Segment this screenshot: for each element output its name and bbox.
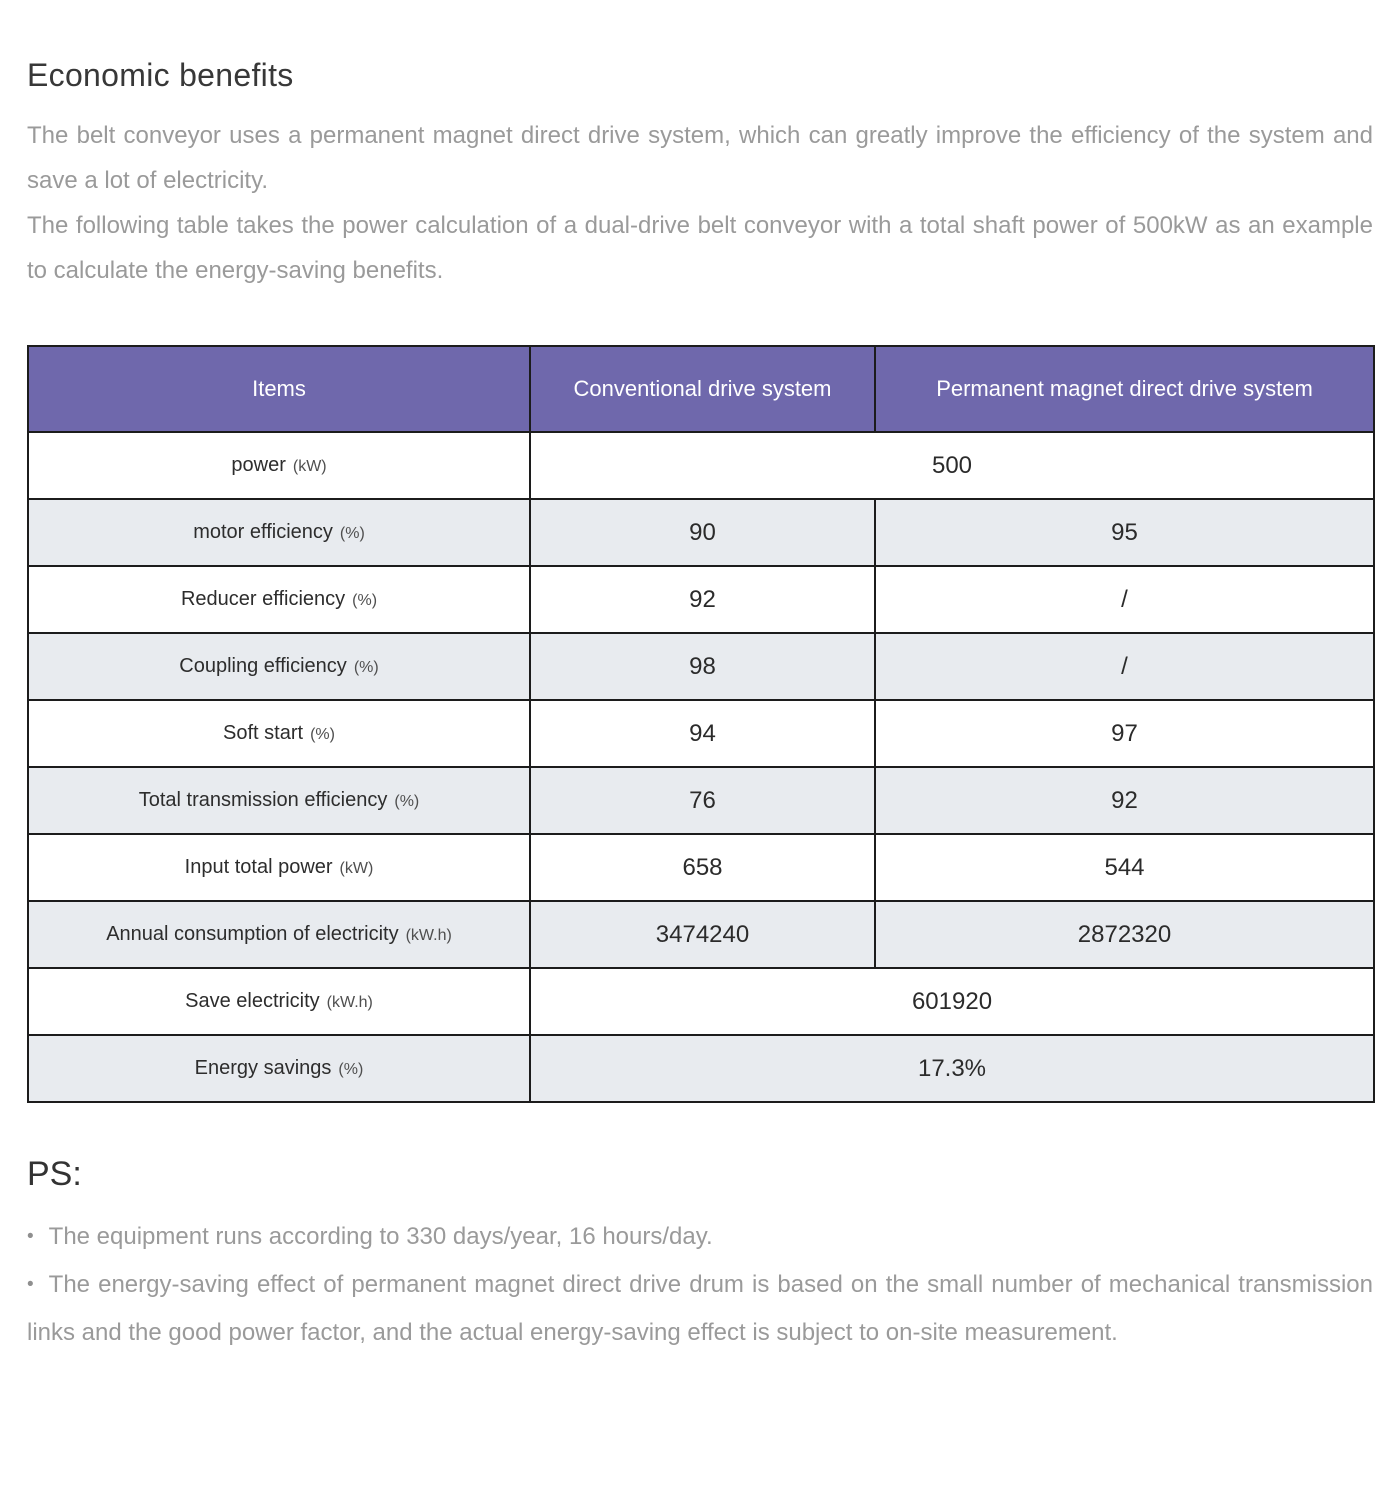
row-value-conventional: 98 [530,633,875,700]
row-label-cell [28,1035,530,1102]
row-value-pm: 544 [875,834,1374,901]
row-value-conventional: 3474240 [530,901,875,968]
row-value-conventional: 90 [530,499,875,566]
row-label: Soft start [223,722,304,744]
list-item [27,1214,1373,1262]
column-header-items: Items [28,346,530,432]
row-label: Total transmission efficiency [138,789,388,811]
ps-notes [27,1214,1373,1356]
bullet-icon: • [27,1274,34,1295]
row-value-pm: 95 [875,499,1374,566]
table-row-reducer-efficiency [28,566,1374,633]
row-unit: (kW.h) [326,994,373,1011]
column-header-conventional: Conventional drive system [530,346,875,432]
table-header-row [28,346,1374,432]
row-label: Save electricity [185,990,320,1012]
row-value-pm: 92 [875,767,1374,834]
row-label-cell [28,834,530,901]
row-unit: (%) [353,659,379,676]
row-merged-value: 17.3% [530,1035,1374,1102]
row-unit: (kW) [292,458,327,475]
row-label-cell [28,901,530,968]
ps-note-text-1: The equipment runs according to 330 days/year, 16 hours/day. [48,1223,713,1250]
column-header-pm-direct-drive: Permanent magnet direct drive system [875,346,1374,432]
row-value-pm: 97 [875,700,1374,767]
table-row-motor-efficiency [28,499,1374,566]
row-unit: (%) [352,592,378,609]
row-value-pm: / [875,566,1374,633]
row-value-pm: 2872320 [875,901,1374,968]
row-label: Annual consumption of electricity [106,923,399,945]
intro-text [27,113,1373,293]
row-label-cell [28,700,530,767]
row-merged-value: 601920 [530,968,1374,1035]
table-row-energy-savings [28,1035,1374,1102]
list-item [27,1262,1373,1356]
table-row-total-transmission-efficiency [28,767,1374,834]
row-label: Coupling efficiency [179,655,347,677]
row-label: power [231,454,286,476]
row-label: motor efficiency [193,521,333,543]
row-value-conventional: 92 [530,566,875,633]
page-title: Economic benefits [27,57,294,93]
table-row-input-total-power [28,834,1374,901]
row-label-cell [28,499,530,566]
row-unit: (kW) [339,860,374,877]
row-unit: (%) [338,1061,364,1078]
row-label-cell [28,566,530,633]
row-value-conventional: 94 [530,700,875,767]
row-value-pm: / [875,633,1374,700]
benefits-table [27,345,1375,1103]
table-row-soft-start [28,700,1374,767]
row-unit: (%) [339,525,365,542]
row-label-cell [28,767,530,834]
ps-note-text-2: The energy-saving effect of permanent magnet direct drive drum is based on the small number of mechanical transmission links and the good power factor, and the actual energy-saving effect is subject to on-site measurement. [27,1271,1373,1346]
intro-paragraph-1: The belt conveyor uses a permanent magnet direct drive system, which can greatly improve the efficiency of the system and save a lot of electricity. [27,122,1373,194]
row-label: Input total power [184,856,333,878]
row-value-conventional: 76 [530,767,875,834]
row-unit: (%) [310,726,335,743]
ps-heading: PS: [27,1155,82,1193]
row-value-conventional: 658 [530,834,875,901]
row-label: Reducer efficiency [180,588,346,610]
bullet-icon: • [27,1226,34,1247]
row-label: Energy savings [194,1057,332,1079]
table-row-annual-consumption [28,901,1374,968]
row-label-cell [28,633,530,700]
table-row-coupling-efficiency [28,633,1374,700]
table-row-power [28,432,1374,499]
row-unit: (%) [394,793,420,810]
intro-paragraph-2: The following table takes the power calculation of a dual-drive belt conveyor with a total shaft power of 500kW as an example to calculate the energy-saving benefits. [27,212,1373,284]
row-unit: (kW.h) [405,927,452,944]
row-label-cell [28,968,530,1035]
table-row-save-electricity [28,968,1374,1035]
row-merged-value: 500 [530,432,1374,499]
row-label-cell [28,432,530,499]
